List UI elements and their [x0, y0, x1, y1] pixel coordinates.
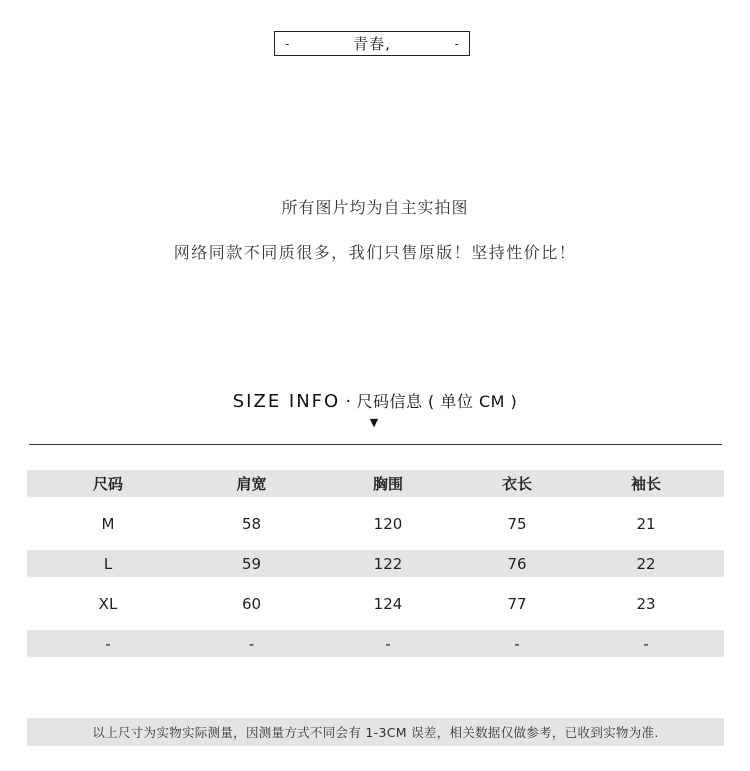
divider: [29, 444, 722, 445]
cell-sleeve: 23: [636, 594, 656, 613]
size-info-separator: ·: [345, 392, 352, 412]
measurement-note: 以上尺寸为实物实际测量，因测量方式不同会有 1-3CM 误差，相关数据仅做参考，已收到实物为准.: [27, 718, 724, 746]
brand-box: [274, 31, 470, 56]
cell-length: -: [514, 634, 520, 653]
cell-sleeve: 22: [636, 554, 656, 573]
cell-sleeve: -: [643, 634, 649, 653]
cell-chest: 122: [373, 554, 403, 573]
cell-length: 77: [507, 594, 527, 613]
down-arrow-icon: ▼: [369, 416, 379, 429]
cell-length: 76: [507, 554, 527, 573]
size-table: [27, 470, 724, 670]
size-info-title: [0, 389, 750, 412]
header-length: 衣长: [501, 475, 532, 493]
table-row: [27, 630, 724, 657]
header-size: 尺码: [92, 475, 123, 493]
header-chest: 胸围: [372, 475, 403, 493]
brand-right-dash: -: [454, 36, 459, 51]
size-info-title-cn: 尺码信息 ( 单位 CM ): [356, 392, 518, 411]
size-info-title-en: SIZE INFO: [232, 391, 341, 412]
cell-sleeve: 21: [636, 514, 656, 533]
brand-left-dash: -: [285, 36, 290, 51]
intro-line-1: 所有图片均为自主实拍图: [281, 198, 469, 217]
cell-shoulder: 59: [241, 554, 262, 573]
cell-shoulder: -: [248, 634, 255, 653]
cell-size: M: [101, 514, 115, 533]
cell-size: -: [105, 634, 111, 653]
cell-chest: -: [385, 634, 391, 653]
table-header-row: [27, 470, 724, 497]
table-row: [27, 590, 724, 617]
cell-chest: 124: [373, 594, 403, 613]
header-shoulder: 肩宽: [236, 475, 267, 493]
cell-size: L: [103, 554, 113, 573]
cell-shoulder: 60: [241, 594, 262, 613]
cell-shoulder: 58: [241, 514, 262, 533]
cell-chest: 120: [373, 514, 403, 533]
header-sleeve: 袖长: [630, 475, 661, 493]
intro-line-2: 网络同款不同质很多，我们只售原版！坚持性价比！: [173, 243, 577, 262]
table-row: [27, 510, 724, 537]
cell-length: 75: [507, 514, 527, 533]
brand-text: 青春,: [353, 35, 391, 53]
table-row: [27, 550, 724, 577]
cell-size: XL: [98, 594, 118, 613]
